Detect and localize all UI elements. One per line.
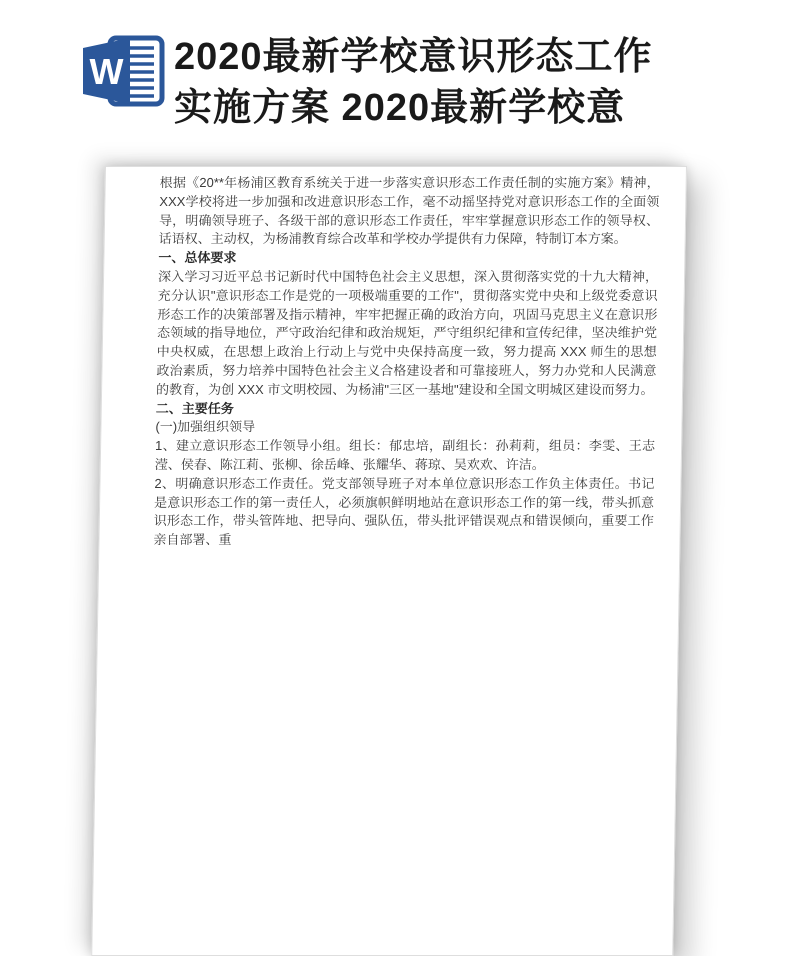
- paragraph-task-2-responsibility: 2、明确意识形态工作责任。党支部领导班子对本单位意识形态工作负主体责任。书记是意识形态工作的第一责任人，必须旗帜鲜明地站在意识形态工作的第一线，带头抓意识形态工作，带头管阵地、把导向、强队伍，带头批评错误观点和错误倾向，重要工作亲自部署、重: [153, 475, 655, 548]
- paragraph-intro: 根据《20**年杨浦区教育系统关于进一步落实意识形态工作责任制的实施方案》精神，XXX学校将进一步加强和改进意识形态工作，毫不动摇坚持党对意识形态工作的全面领导，明确领导班子、各级干部的意识形态工作责任，牢牢掌握意识形态工作的领导权、话语权、主动权，为杨浦教育综合改革和学校办学提供有力保障，特制订本方案。: [158, 175, 660, 247]
- word-logo-letter: W: [89, 51, 124, 92]
- header: [0, 0, 800, 140]
- paragraph-overall-requirements: 深入学习习近平总书记新时代中国特色社会主义思想，深入贯彻落实党的十九大精神，充分认识"意识形态工作是党的一项极端重要的工作"，贯彻落实党中央和上级党委意识形态工作的决策部署及指示精神，牢牢把握正确的政治方向，巩固马克思主义在意识形态领域的指导地位，严守政治纪律和政治规矩，严守组织纪律和宣传纪律，坚决维护党中央权威，在思想上政治上行动上与党中央保持高度一致，努力提高 XXX 师生的思想政治素质，努力培养中国特色社会主义合格建设者和可靠接班人，努力办党和人民满意的教育，为创 XXX 市文明校园、为杨浦"三区一基地"建设和全国文明城区建设而努力。: [155, 268, 659, 397]
- title-line-1: 2020最新学校意识形态工作: [174, 36, 653, 78]
- section-heading-main-tasks: 二、主要任务: [155, 400, 234, 416]
- ms-word-icon: [75, 30, 170, 112]
- title-line-2: 实施方案 2020最新学校意: [174, 87, 626, 129]
- document-title: [174, 32, 694, 134]
- paragraph-task-1-leading-group: 1、建立意识形态工作领导小组。组长：郁忠培，副组长：孙莉莉，组员：李雯、王志滢、侯春、陈江莉、张柳、徐岳峰、张耀华、蒋琼、吴欢欢、许洁。: [154, 438, 656, 472]
- subsection-heading-organization: (一)加强组织领导: [155, 419, 256, 435]
- section-heading-overall: 一、总体要求: [158, 250, 237, 266]
- document-page: [91, 166, 687, 956]
